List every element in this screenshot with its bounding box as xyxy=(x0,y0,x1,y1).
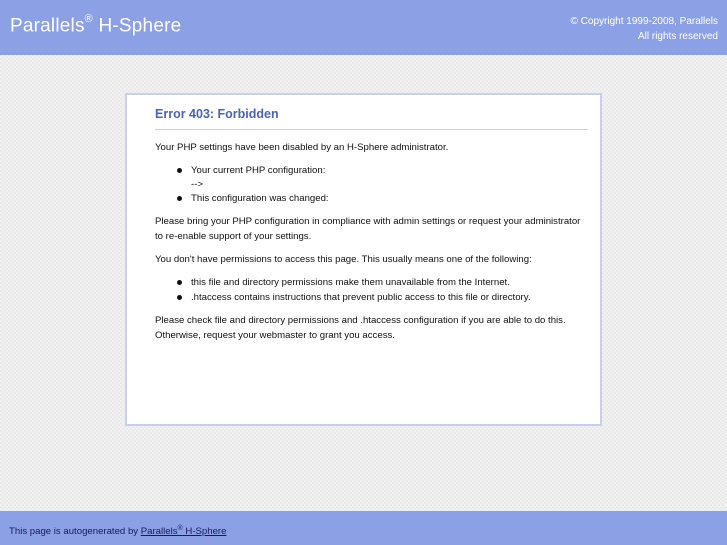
list-item xyxy=(177,163,588,178)
footer-link-product: H-Sphere xyxy=(182,526,227,538)
php-changed-config-label: This configuration was changed: xyxy=(191,193,329,204)
hsphere-link[interactable] xyxy=(141,526,227,537)
footer-prefix: This page is autogenerated by xyxy=(9,526,141,538)
bullet-icon xyxy=(177,168,182,173)
reason-htaccess: .htaccess contains instructions that prevent public access to this file or directory. xyxy=(191,292,531,303)
php-config-arrow: --> xyxy=(191,179,203,190)
error-panel xyxy=(125,93,602,426)
reason-permissions: this file and directory permissions make them unavailable from the Internet. xyxy=(191,277,510,288)
logo-brand: Parallels xyxy=(10,15,85,37)
copyright-line-2: All rights reserved xyxy=(637,31,718,42)
php-disabled-intro: Your PHP settings have been disabled by an H-Sphere administrator. xyxy=(155,142,449,153)
copyright xyxy=(571,14,718,44)
error-title: Error 403: Forbidden xyxy=(155,105,588,130)
list-item xyxy=(177,290,588,305)
reasons-list xyxy=(177,275,588,305)
permissions-intro: You don't have permissions to access this page. This usually means one of the following: xyxy=(155,254,532,265)
php-config-list xyxy=(177,163,588,206)
list-item xyxy=(177,275,588,290)
php-config-value xyxy=(177,178,588,191)
footer-bar xyxy=(0,511,727,545)
bullet-icon xyxy=(177,196,182,201)
footer-registered-mark: ® xyxy=(177,525,183,532)
closing-text: Please check file and directory permissions and .htaccess configuration if you are able to do this. Otherwise, request your webmaster to grant you access. xyxy=(155,315,566,341)
logo-product: H-Sphere xyxy=(92,15,182,37)
header-bar xyxy=(0,0,727,55)
footer-link-brand: Parallels xyxy=(140,526,178,538)
logo xyxy=(10,15,181,37)
logo-registered-mark: ® xyxy=(84,13,93,25)
copyright-line-1: © Copyright 1999-2008, Parallels xyxy=(570,16,718,27)
bullet-icon xyxy=(177,295,182,300)
php-current-config-label: Your current PHP configuration: xyxy=(191,165,326,176)
bullet-icon xyxy=(177,280,182,285)
list-item xyxy=(177,191,588,206)
compliance-text: Please bring your PHP configuration in compliance with admin settings or request your administrator to re-enable support of your settings. xyxy=(155,216,581,242)
footer-text xyxy=(9,525,226,537)
